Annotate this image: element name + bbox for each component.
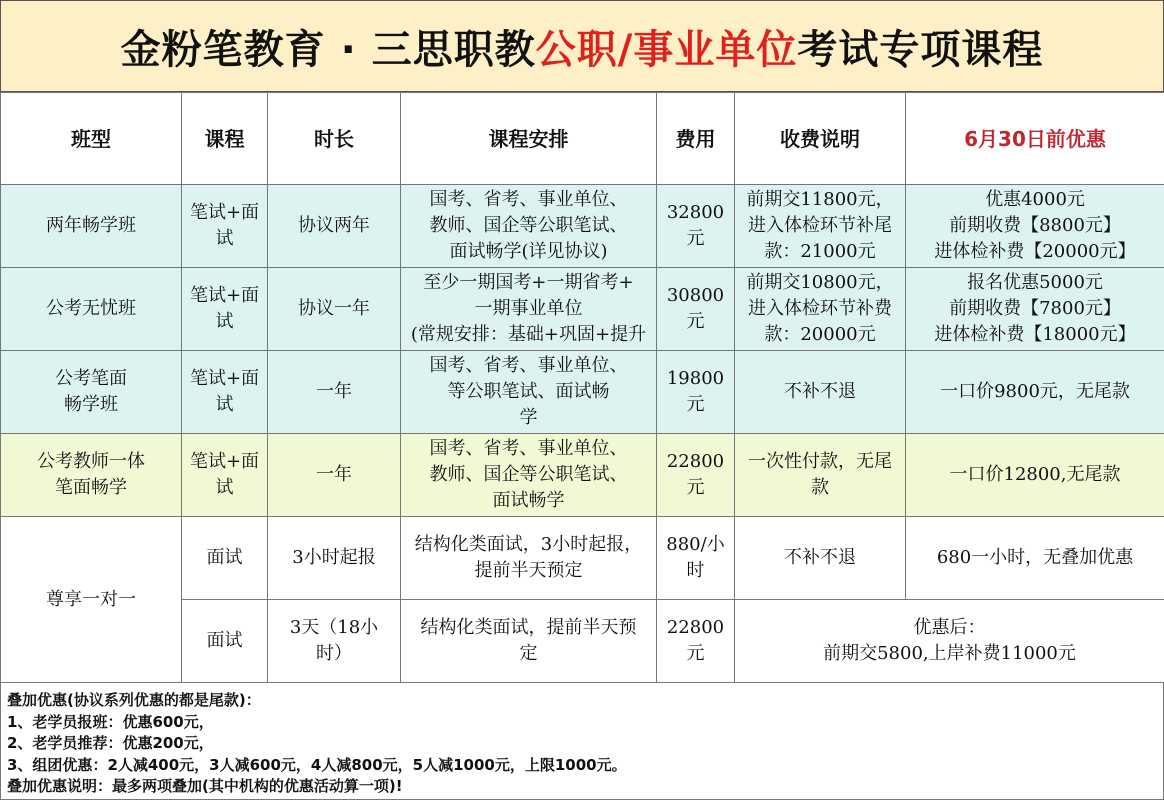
header-fee-note: 收费说明 <box>735 93 906 185</box>
cell-line: 款：20000元 <box>764 324 876 345</box>
cell-line: 教师、国企等公职笔试、 <box>429 215 628 236</box>
cell-line: 笔试+面 <box>189 368 260 389</box>
title-part3: 考试专项课程 <box>797 26 1044 73</box>
cell-fee <box>657 517 735 600</box>
cell-schedule <box>401 600 657 683</box>
header-promo: 6月30日前优惠 <box>906 93 1164 185</box>
cell-line: 协议一年 <box>298 298 370 319</box>
cell-line: 畅学班 <box>64 394 118 415</box>
cell-line: (常规安排：基础+巩固+提升 <box>410 324 647 345</box>
cell-line: 结构化类面试，3小时起报， <box>414 534 643 555</box>
cell-fee-note <box>735 351 906 434</box>
cell-line: 一口价9800元，无尾款 <box>940 381 1130 402</box>
cell-promo <box>906 185 1164 268</box>
cell-line: 22800元 <box>666 617 725 664</box>
cell-line: 30800元 <box>666 285 725 332</box>
title-part1: 金粉笔教育 · 三思职教 <box>120 26 536 73</box>
header-class-type: 班型 <box>1 93 182 185</box>
cell-duration <box>268 517 401 600</box>
cell-line: 不补不退 <box>784 381 856 402</box>
cell-line: 等公职笔试、面试畅 <box>447 381 610 402</box>
cell-line: 时） <box>316 643 352 664</box>
cell-promo <box>906 517 1164 600</box>
notes-item: 1、老学员报班：优惠600元， <box>7 712 214 731</box>
cell-line: 一年 <box>316 381 352 402</box>
notes-item: 3、组团优惠：2人减400元，3人减600元，4人减800元，5人减1000元，上限1000元。 <box>7 755 627 774</box>
cell-line: 国考、省考、事业单位、 <box>429 189 628 210</box>
cell-line: 进体检补费【20000元】 <box>934 241 1136 262</box>
cell-class-type-one-on-one: 尊享一对一 <box>1 517 182 683</box>
cell-line: 款：21000元 <box>764 241 876 262</box>
cell-combined-note <box>735 600 1164 683</box>
table-row <box>1 185 1164 268</box>
cell-duration <box>268 268 401 351</box>
cell-line: 32800元 <box>666 202 725 249</box>
cell-schedule <box>401 185 657 268</box>
cell-line: 学 <box>519 407 538 428</box>
cell-fee <box>657 268 735 351</box>
cell-fee-note <box>735 185 906 268</box>
cell-line: 面试畅学 <box>492 490 565 511</box>
cell-course <box>182 185 268 268</box>
cell-line: 笔试+面 <box>189 285 260 306</box>
cell-line: 680一小时，无叠加优惠 <box>936 547 1134 568</box>
cell-course <box>182 268 268 351</box>
cell-fee-note <box>735 434 906 517</box>
cell-line: 前期交11800元， <box>746 189 894 210</box>
cell-line: 880/小 <box>666 534 725 555</box>
cell-class-type <box>1 434 182 517</box>
cell-line: 结构化类面试，提前半天预 <box>420 617 637 638</box>
cell-line: 一次性付款，无尾 <box>748 451 892 472</box>
cell-line: 试 <box>215 394 234 415</box>
cell-line: 前期交10800元， <box>746 272 894 293</box>
table-row <box>1 434 1164 517</box>
cell-duration <box>268 600 401 683</box>
cell-line: 两年畅学班 <box>46 215 136 236</box>
cell-line: 定 <box>519 643 538 664</box>
cell-line: 笔试+面 <box>189 451 260 472</box>
cell-fee <box>657 351 735 434</box>
cell-course <box>182 351 268 434</box>
header-schedule: 课程安排 <box>401 93 657 185</box>
table-header-row <box>1 93 1164 185</box>
cell-line: 3天（18小 <box>289 617 379 638</box>
cell-fee-note <box>735 268 906 351</box>
cell-line: 一期事业单位 <box>474 298 583 319</box>
cell-fee <box>657 185 735 268</box>
cell-line: 面试畅学(详见协议) <box>449 241 608 262</box>
header-course: 课程 <box>182 93 268 185</box>
cell-fee <box>657 434 735 517</box>
cell-promo <box>906 351 1164 434</box>
cell-line: 进入体检环节补尾 <box>748 215 892 236</box>
cell-line: 不补不退 <box>784 547 856 568</box>
table-row <box>1 268 1164 351</box>
cell-line: 款 <box>811 477 829 498</box>
page-title <box>0 0 1164 92</box>
table-row <box>1 517 1164 600</box>
notes-heading: 叠加优惠(协议系列优惠的都是尾款)： <box>7 691 261 709</box>
cell-line: 进体检补费【18000元】 <box>934 324 1136 345</box>
cell-duration <box>268 185 401 268</box>
cell-line: 试 <box>215 228 234 249</box>
cell-line: 19800元 <box>666 368 725 415</box>
cell-line: 公考笔面 <box>55 368 127 389</box>
cell-line: 面试 <box>206 630 243 651</box>
cell-line: 进入体检环节补费 <box>748 298 892 319</box>
notes-summary: 叠加优惠说明：最多两项叠加(其中机构的优惠活动算一项)! <box>7 777 403 795</box>
cell-line: 面试 <box>206 547 243 568</box>
cell-line: 前期交5800,上岸补费11000元 <box>823 643 1076 664</box>
cell-line: 3小时起报 <box>292 547 376 568</box>
cell-line: 一口价12800,无尾款 <box>949 464 1121 485</box>
cell-line: 国考、省考、事业单位、 <box>429 355 628 376</box>
cell-class-type <box>1 185 182 268</box>
cell-line: 前期收费【8800元】 <box>949 215 1121 236</box>
cell-duration <box>268 351 401 434</box>
header-fee: 费用 <box>657 93 735 185</box>
cell-schedule <box>401 517 657 600</box>
cell-line: 提前半天预定 <box>474 560 583 581</box>
cell-line: 时 <box>686 560 705 581</box>
cell-line: 国考、省考、事业单位、 <box>429 438 628 459</box>
cell-fee <box>657 600 735 683</box>
cell-line: 优惠后： <box>913 617 986 638</box>
cell-line: 至少一期国考+一期省考+ <box>423 272 634 293</box>
table-row <box>1 351 1164 434</box>
cell-line: 公考无忧班 <box>46 298 136 319</box>
cell-line: 公考教师一体 <box>37 451 145 472</box>
cell-line: 笔试+面 <box>189 202 260 223</box>
cell-course <box>182 434 268 517</box>
cell-line: 报名优惠5000元 <box>967 272 1103 293</box>
cell-line: 试 <box>215 311 234 332</box>
cell-promo <box>906 434 1164 517</box>
cell-class-type <box>1 351 182 434</box>
discount-notes <box>0 682 1164 800</box>
cell-line: 一年 <box>316 464 352 485</box>
cell-schedule <box>401 268 657 351</box>
cell-course <box>182 600 268 683</box>
cell-course <box>182 517 268 600</box>
cell-line: 笔面畅学 <box>55 477 127 498</box>
cell-line: 教师、国企等公职笔试、 <box>429 464 628 485</box>
cell-fee-note <box>735 517 906 600</box>
cell-line: 试 <box>215 477 234 498</box>
cell-line: 优惠4000元 <box>985 189 1085 210</box>
notes-item: 2、老学员推荐：优惠200元， <box>7 734 214 752</box>
cell-class-type <box>1 268 182 351</box>
cell-schedule <box>401 434 657 517</box>
cell-line: 前期收费【7800元】 <box>949 298 1121 319</box>
cell-line: 22800元 <box>666 451 725 498</box>
course-table <box>0 92 1164 683</box>
cell-line: 协议两年 <box>298 215 370 236</box>
cell-duration <box>268 434 401 517</box>
header-duration: 时长 <box>268 93 401 185</box>
title-part2: 公职/事业单位 <box>535 26 798 73</box>
cell-schedule <box>401 351 657 434</box>
cell-promo <box>906 268 1164 351</box>
